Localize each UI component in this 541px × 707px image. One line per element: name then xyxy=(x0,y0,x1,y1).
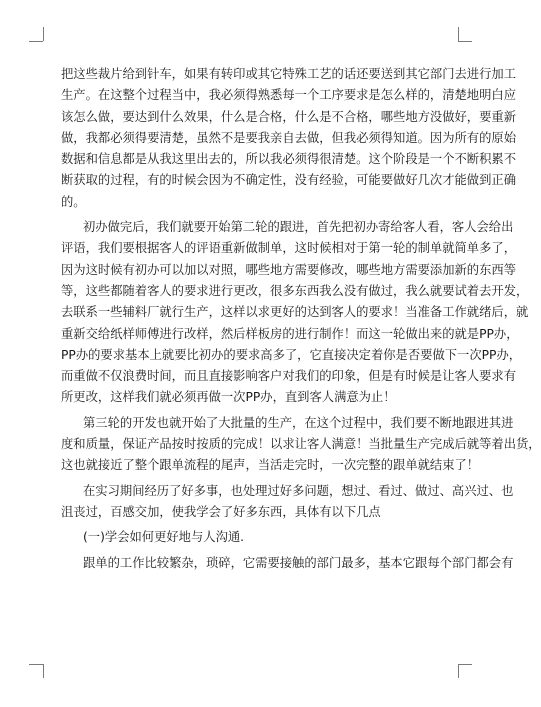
text-line: 把这些裁片给到针车，如果有转印或其它特殊工艺的话还要送到其它部门去进行加工 xyxy=(61,67,516,81)
section-heading xyxy=(61,527,441,548)
text-line: 初办做完后，我们就要开始第二轮的跟进，首先把初办寄给客人看，客人会给出 xyxy=(83,220,514,235)
text-line: 该怎么做，要达到什么效果，什么是合格，什么是不合格，哪些地方没做好，要重新 xyxy=(61,109,516,124)
text-line: 所更改，这样我们就必须再做一次PP办，直到客人满意为止！ xyxy=(61,390,396,405)
text-line: 跟单的工作比较繁杂，琐碎，它需要接触的部门最多，基本它跟每个部门都会有 xyxy=(83,555,514,570)
text-line: 沮丧过，百感交加，使我学会了好多东西，具体有以下几点 xyxy=(61,504,381,519)
text-line: 数据和信息都是从我这里出去的，所以我必须得很清楚。这个阶段是一个不断积累不 xyxy=(61,152,516,167)
text-line: 生产。在这整个过程当中，我必须得熟悉每一个工序要求是怎么样的，清楚地明白应 xyxy=(61,88,516,103)
text-line: 的。 xyxy=(61,194,86,209)
text-line: (一)学会如何更好地与人沟通. xyxy=(83,530,245,545)
text-line: PP办的要求基本上就要比初办的要求高多了，它直接决定着你是否要做下一次PP办， xyxy=(61,347,522,362)
text-line: 重新交给纸样师傅进行改样，然后样板房的进行制作！而这一轮做出来的就是PP办， xyxy=(61,326,519,341)
text-line: 第三轮的开发也就开始了大批量的生产，在这个过程中，我们要不断地跟进其进 xyxy=(83,415,514,430)
text-line: 去联系一些辅料厂就行生产，这样以求更好的达到客人的要求！当准备工作就绪后，就 xyxy=(61,305,529,320)
paragraph xyxy=(61,217,529,409)
paragraph xyxy=(61,413,541,477)
text-line: 等，这些都随着客人的要求进行更改，很多东西我么没有做过，我么就要试着去开发， xyxy=(61,283,529,298)
text-line: 做，我都必须得要清楚，虽然不是要我亲自去做，但我必须得知道。因为所有的原始 xyxy=(61,130,516,145)
text-line: 在实习期间经历了好多事，也处理过好多问题，想过、看过、做过、高兴过、也 xyxy=(83,483,514,498)
paragraph xyxy=(61,553,514,574)
text-line: 断获取的过程，有的时候会因为不确定性，没有经验，可能要做好几次才能做到正确 xyxy=(61,173,516,188)
text-line: 而重做不仅浪费时间，而且直接影响客户对我们的印象，但是有时候是让客人要求有 xyxy=(61,369,516,384)
text-line: 评语，我们要根据客人的评语重新做制单，这时候相对于第一轮的制单就简单多了， xyxy=(61,241,516,256)
text-line: 度和质量，保证产品按时按质的完成！以求让客人满意！当批量生产完成后就等着出货， xyxy=(61,437,541,452)
document-body xyxy=(61,64,541,574)
paragraph xyxy=(61,481,514,524)
text-line: 因为这时候有初办可以加以对照，哪些地方需要修改，哪些地方需要添加新的东西等 xyxy=(61,262,516,277)
paragraph xyxy=(61,64,516,213)
text-line: 这也就接近了整个跟单流程的尾声，当活走完时，一次完整的跟单就结束了！ xyxy=(61,458,480,473)
